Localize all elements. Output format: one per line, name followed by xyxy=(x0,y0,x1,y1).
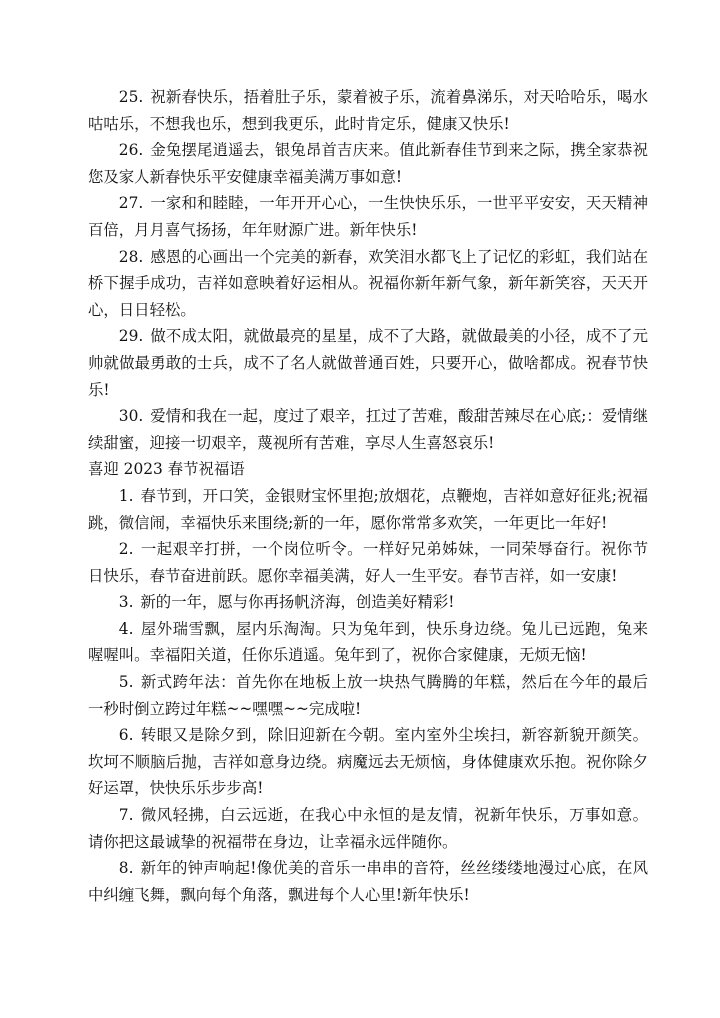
item-number: 26. xyxy=(118,141,144,160)
item-number: 28. xyxy=(118,247,144,266)
item-text: 新年的钟声响起!像优美的音乐一串串的音符，丝丝缕缕地漫过心底，在风中纠缠飞舞，飘向每个角落，飘进每个人心里!新年快乐! xyxy=(88,859,648,904)
item-text: 爱情和我在一起，度过了艰辛，扛过了苦难，酸甜苦辣尽在心底;：爱情继续甜蜜，迎接一切艰辛，蔑视所有苦难，享尽人生喜怒哀乐! xyxy=(88,407,648,452)
item-number: 4. xyxy=(118,619,134,638)
item-number: 29. xyxy=(118,327,144,346)
item-text: 金兔摆尾逍遥去，银兔昂首吉庆来。值此新春佳节到来之际，携全家恭祝您及家人新春快乐平安健康幸福美满万事如意! xyxy=(88,141,648,186)
list-item xyxy=(88,589,648,616)
item-text: 新式跨年法：首先你在地板上放一块热气腾腾的年糕，然后在今年的最后一秒时倒立跨过年糕~~嘿嘿~~完成啦! xyxy=(88,673,648,718)
item-text: 一家和和睦睦，一年开开心心，一生快快乐乐，一世平平安安，天天精神百倍，月月喜气扬扬，年年财源广进。新年快乐! xyxy=(88,194,648,239)
item-text: 屋外瑞雪飘，屋内乐淘淘。只为兔年到，快乐身边绕。兔儿已远跑，兔来喔喔叫。幸福阳关道，任你乐逍遥。兔年到了，祝你合家健康，无烦无恼! xyxy=(88,619,648,665)
section-heading: 喜迎 2023 春节祝福语 xyxy=(88,460,245,479)
list-item xyxy=(88,855,648,908)
item-number: 27. xyxy=(118,194,144,213)
list-item xyxy=(88,84,648,137)
list-item xyxy=(88,483,648,536)
item-number: 30. xyxy=(118,407,144,426)
item-number: 5. xyxy=(118,673,134,692)
item-text: 春节到，开口笑，金银财宝怀里抱;放烟花，点鞭炮，吉祥如意好征兆;祝福跳，微信闹，幸福快乐来围绕;新的一年，愿你常常多欢笑，一年更比一年好! xyxy=(88,486,648,532)
list-item xyxy=(88,403,648,456)
list-item xyxy=(88,323,648,403)
item-text: 做不成太阳，就做最亮的星星，成不了大路，就做最美的小径，成不了元帅就做最勇敢的士兵，成不了名人就做普通百姓，只要开心，做啥都成。祝春节快乐! xyxy=(88,327,648,399)
item-text: 新的一年，愿与你再扬帆济海，创造美好精彩! xyxy=(140,593,455,612)
item-number: 2. xyxy=(118,540,134,559)
list-item xyxy=(88,669,648,722)
item-text: 一起艰辛打拼，一个岗位听令。一样好兄弟姊妹，一同荣辱奋行。祝你节日快乐，春节奋进前跃。愿你幸福美满，好人一生平安。春节吉祥，如一安康! xyxy=(88,540,648,585)
list-item xyxy=(88,137,648,190)
list-item xyxy=(88,616,648,669)
item-text: 微风轻拂，白云远逝，在我心中永恒的是友情，祝新年快乐，万事如意。请你把这最诚挚的祝福带在身边，让幸福永远伴随你。 xyxy=(88,806,648,851)
list-item xyxy=(88,802,648,855)
item-number: 6. xyxy=(118,726,134,745)
document-page xyxy=(88,84,648,908)
item-text: 祝新春快乐，捂着肚子乐，蒙着被子乐，流着鼻涕乐，对天哈哈乐，喝水咕咕乐，不想我也乐，想到我更乐，此时肯定乐，健康又快乐! xyxy=(88,88,648,133)
list-item xyxy=(88,244,648,324)
list-item xyxy=(88,190,648,243)
list-item xyxy=(88,722,648,802)
item-text: 转眼又是除夕到，除旧迎新在今朝。室内室外尘埃扫，新容新貌开颜笑。坎坷不顺脑后抛，吉祥如意身边绕。病魔远去无烦恼，身体健康欢乐抱。祝你除夕好运罩，快快乐乐步步高! xyxy=(88,726,648,798)
item-number: 3. xyxy=(118,593,134,612)
item-number: 7. xyxy=(118,806,134,825)
item-number: 8. xyxy=(118,859,134,878)
item-number: 1. xyxy=(118,486,134,505)
item-text: 感恩的心画出一个完美的新春，欢笑泪水都飞上了记忆的彩虹，我们站在桥下握手成功，吉祥如意映着好运相从。祝福你新年新气象，新年新笑容，天天开心，日日轻松。 xyxy=(88,247,648,319)
item-number: 25. xyxy=(118,88,144,106)
list-item xyxy=(88,536,648,589)
